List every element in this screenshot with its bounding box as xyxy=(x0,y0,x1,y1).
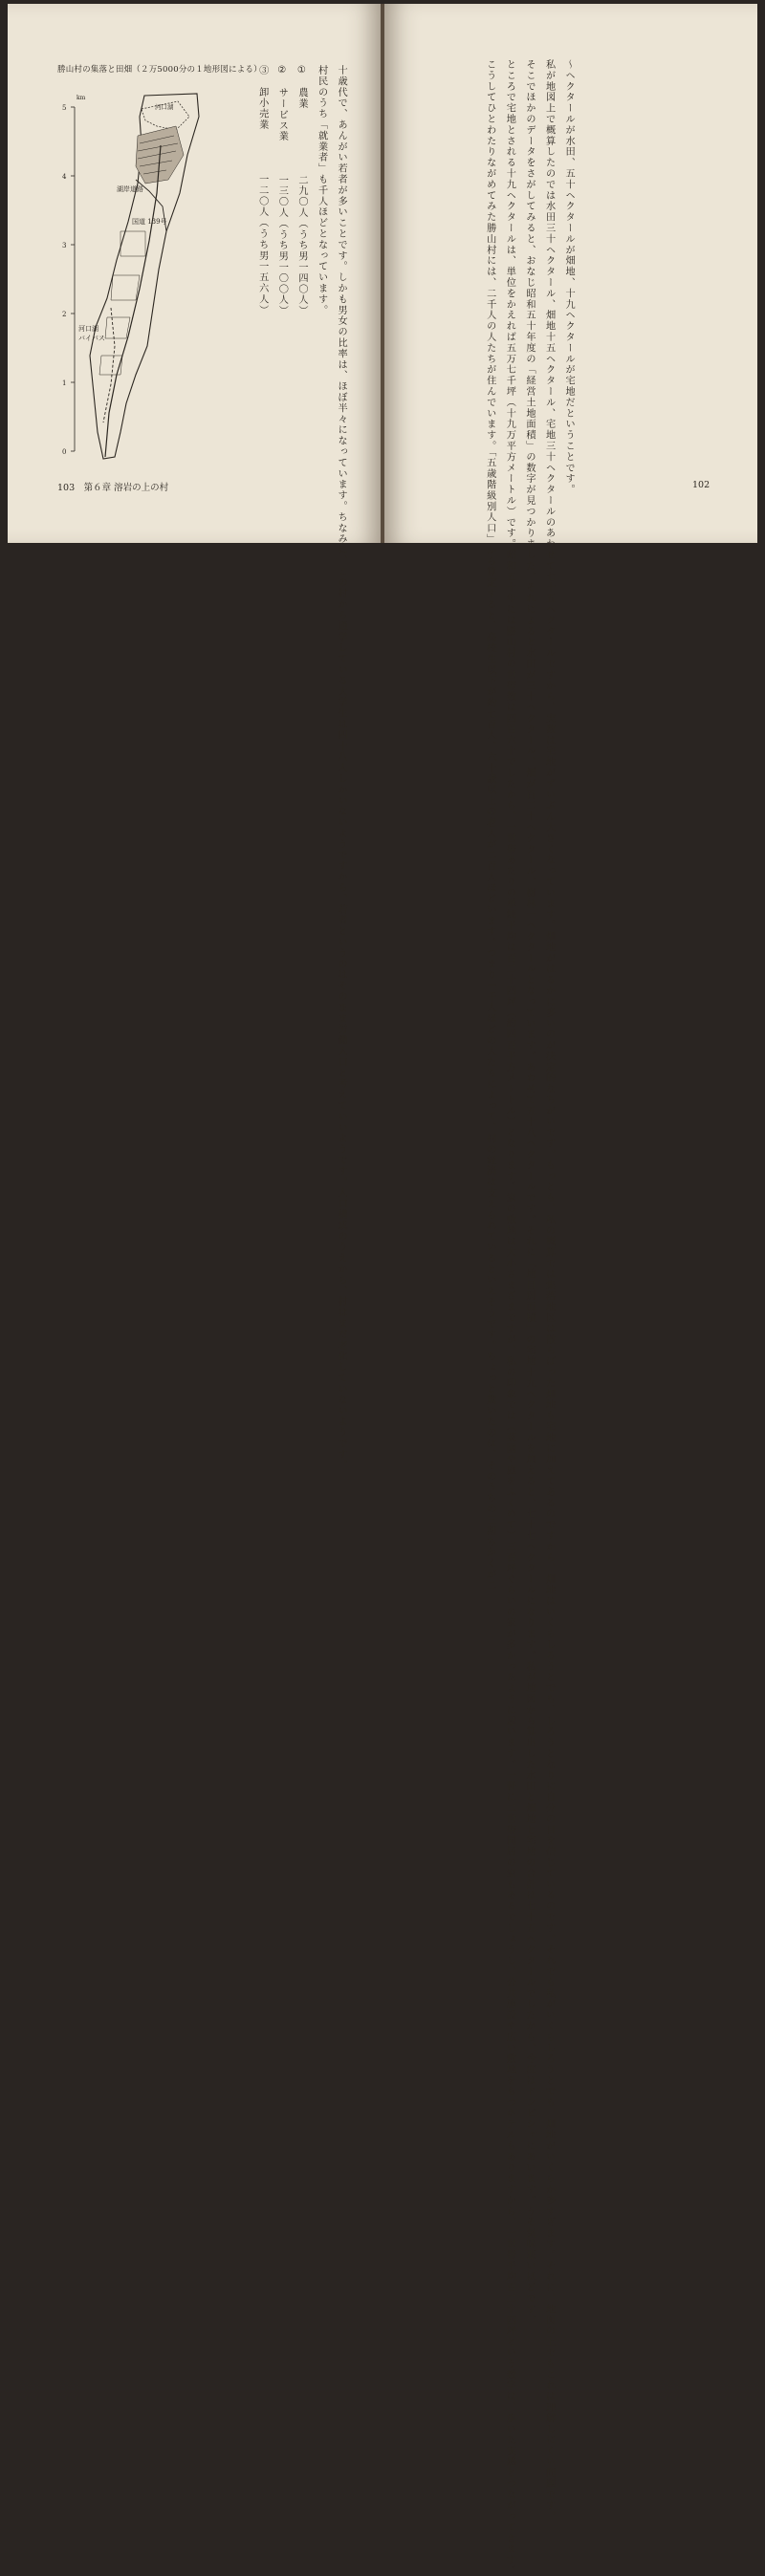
right-body-text xyxy=(440,59,617,2576)
tick-1: 1 xyxy=(62,379,67,387)
right-body: 〜ヘクタールが水田、五十ヘクタールが畑地、十九ヘクタールが宅地だということです。 私が地図上で概算したのでは水田三十ヘクタール、畑地十五ヘクタール、宅地三十ヘクタールのあわせて七十五ヘクタールですから、実数は宅地がずいぶん大きくなっています。畑地がはるかに多いのが決定的なちがいです。もっとも、私の概算では集落地区は散らばった畑地も宅地に加えてあるのですから、畑地はいくらしろうとでも、しろうとなりに自分の目を信じているのです。それでも私がいくらしろうとでも、畑地がいくらか多すぎます。それに、地図の上でもこれは理解しにくい問題です。 そこでほかのデータをさがしてみると、おなじ昭和五十年度の「経営土地面積」の数字が見つかりました。それによると水田が三十ヘクタール、畑が百二十ヘクタール、樹林一ヘクタールとなっています。あわせて五十八ヘクタールです。それに「地目別面積」の宅地十九ヘクタールを加えると、七十七ヘクタールになります。私が地図から算出した水田と畑地と宅地の合計は七十五ヘクタールでしたから、今度はドンピシャにあいます。うそ気味悪いほどです。 ところで宅地とされる十九ヘクタールは、単位をかえれば五万七千坪（十九万平方メートル）です。昭和五十年には勝山村の世帯数は四百六十でしたから、一世帯あたりの単純平均は百二十四坪（約四百平方メートル）となります。家の敷地は大小さまざまですが、私の印象では（菜園や庭をふくめて）三百坪ぐらいの家が多かったように思います。一軒に二世帯同居の家もあるでしょうし、公共施設や広い敷地をもつホテルもありますから、一世帯平均百二十四坪という数字は、歩いた実感とつながってきます。 こうしてひとわたりながめてみた勝山村には、二千人の人たちが住んでいます。「五歳階級別人口」から算定すると、高校生以下が約七百人、六十歳以上の老人が二百人ほどいます。つまり一千人ほどの人たちによって、村の経済は支えられているといえそうです。ちょっと驚いたのは、そのうちの三割ちかくが二 xyxy=(484,59,575,2576)
label-road: 湖岸道路 xyxy=(117,185,143,193)
tick-4: 4 xyxy=(62,173,67,181)
tick-3: 3 xyxy=(62,242,67,249)
tick-0: 0 xyxy=(62,448,67,456)
right-folio: 102 xyxy=(692,480,710,490)
label-route: 国道 139号 xyxy=(132,218,167,226)
label-bypass-1: 河口湖 xyxy=(78,325,98,333)
tick-2: 2 xyxy=(62,311,67,318)
left-body: 十歳代で、あんがい若者が多いことです。しかも男女の比率は、ほぼ半々になっています。ちなみに、この村から通学している大学生は四十八人しかいないようですから、若者というのはそのまま労働人口と考えていいようです。人口構成のうえから、村はまだ老化していないようです。 村民のうち「就業者」も千人ほどとなっています。 ① 農業 二九〇人（うち男一四〇人） ② サービス業 一三〇人（うち男一〇〇人） ③ 卸小売業 一二〇人（うち男一五六人） xyxy=(256,65,347,1471)
bypass xyxy=(103,308,115,422)
label-lake: 河口湖 xyxy=(155,103,174,111)
left-body-text xyxy=(212,65,389,1471)
left-page xyxy=(8,4,381,1471)
map-ticks xyxy=(62,104,75,456)
map-unit: km xyxy=(76,95,86,101)
tick-5: 5 xyxy=(62,104,67,112)
village-map xyxy=(54,88,207,470)
field-plots xyxy=(99,231,145,375)
right-page xyxy=(384,4,757,2576)
map-caption: 勝山村の集落と田畑（２万5000分の１地形図による） xyxy=(57,65,262,75)
left-folio: 103 第６章 溶岩の上の村 xyxy=(57,483,169,493)
label-bypass-2: バイパス xyxy=(78,335,105,342)
